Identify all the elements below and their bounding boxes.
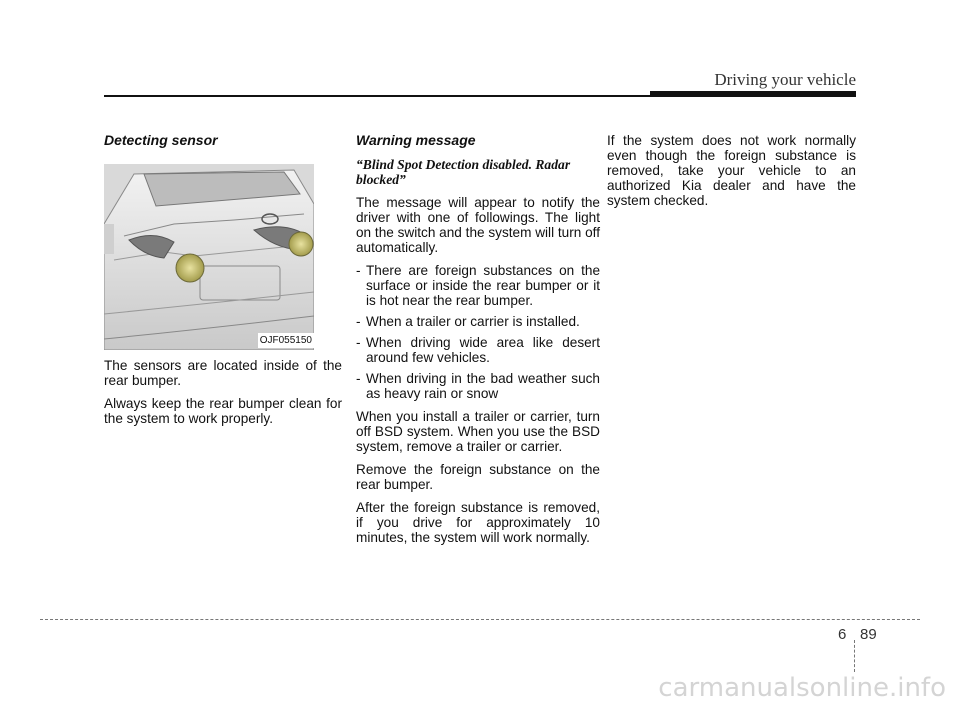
paragraph: The message will appear to notify the driver with one of followings. The light on the switch and the system will turn off automatically.: [356, 195, 600, 255]
section-heading-warning-message: Warning message: [356, 132, 476, 148]
footer-vertical-divider: [854, 640, 855, 672]
warning-message-quote: “Blind Spot Detection disabled. Radar blocked”: [356, 157, 571, 187]
figure-code: OJF055150: [259, 335, 312, 346]
page-number: 89: [860, 626, 877, 643]
condition-list: [356, 263, 600, 401]
paragraph: When you install a trailer or carrier, turn off BSD system. When you use the BSD system, remove a trailer or carrier.: [356, 409, 600, 454]
list-item: - When driving in the bad weather such as heavy rain or snow: [356, 371, 600, 401]
watermark: carmanualsonline.info: [658, 673, 946, 703]
footer-divider: [40, 619, 920, 620]
column-3: [607, 133, 856, 216]
list-item: - When driving wide area like desert around few vehicles.: [356, 335, 600, 365]
paragraph: If the system does not work normally even though the foreign substance is removed, take your vehicle to an authorized Kia dealer and have the system checked.: [607, 133, 856, 208]
column-2: [356, 133, 600, 553]
paragraph: Always keep the rear bumper clean for the system to work properly.: [104, 396, 342, 426]
column-1: [104, 133, 342, 434]
paragraph: Remove the foreign substance on the rear bumper.: [356, 462, 600, 492]
paragraph: The sensors are located inside of the rear bumper.: [104, 358, 342, 388]
header-rule-accent: [650, 91, 856, 97]
section-number: 6: [838, 626, 847, 643]
section-heading-detecting-sensor: Detecting sensor: [104, 132, 218, 148]
car-rear-illustration: [104, 164, 314, 350]
list-item: - There are foreign substances on the surface or inside the rear bumper or it is hot near the rear bumper.: [356, 263, 600, 308]
paragraph: After the foreign substance is removed, if you drive for approximately 10 minutes, the system will work normally.: [356, 500, 600, 545]
page-header-title: Driving your vehicle: [714, 70, 856, 89]
list-item: - When a trailer or carrier is installed.: [356, 314, 600, 329]
rear-bumper-sensor-figure: [104, 164, 314, 350]
